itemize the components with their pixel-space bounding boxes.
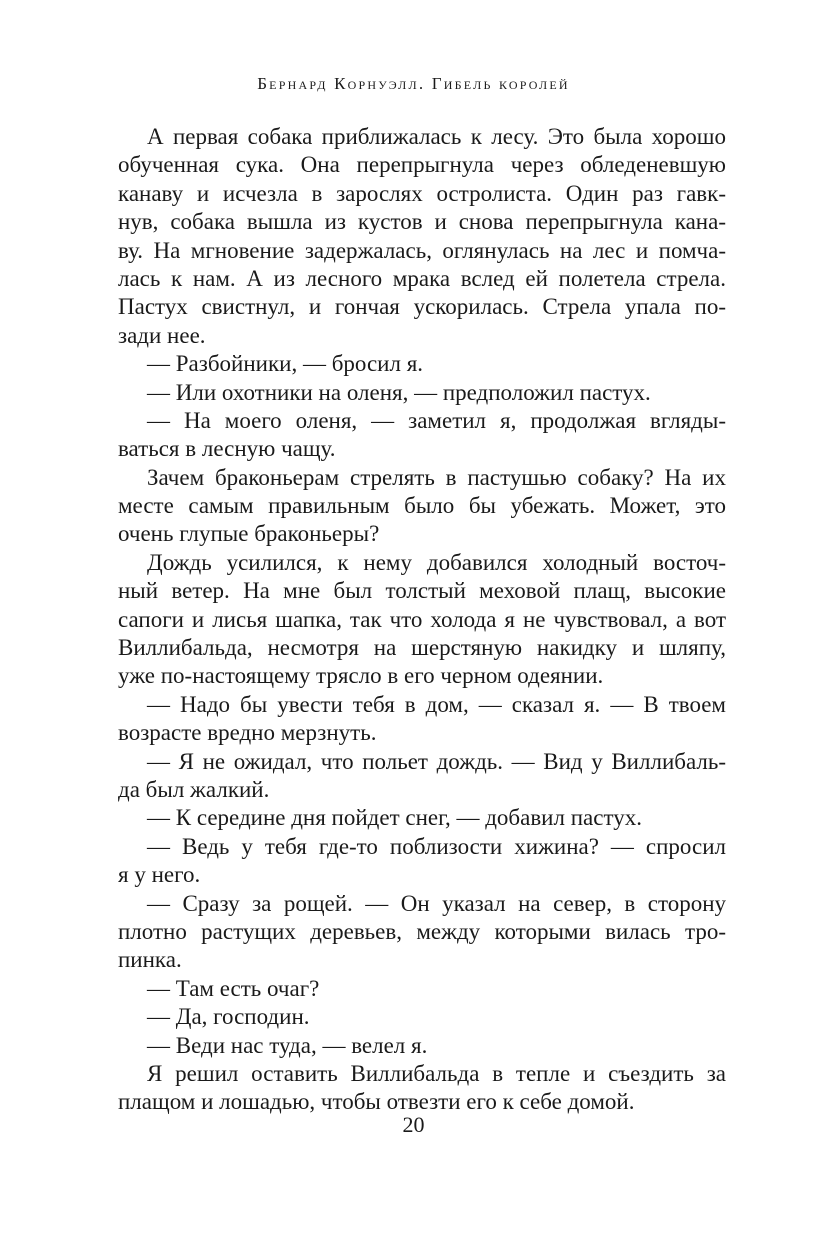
text-line: — Надо бы увести тебя в дом, — сказал я. — В твоем bbox=[147, 691, 726, 717]
text-line: возрасте вредно мерзнуть. bbox=[118, 720, 377, 746]
text-line: ву. На мгновение задержалась, оглянулась на лес и помча- bbox=[118, 237, 726, 263]
text-line: — К середине дня пойдет снег, — добавил пастух. bbox=[147, 805, 642, 831]
text-line: да был жалкий. bbox=[118, 776, 270, 802]
text-line: — Разбойники, — бросил я. bbox=[147, 351, 424, 377]
text-line: ный ветер. На мне был толстый меховой плащ, высокие bbox=[118, 578, 726, 604]
text-line: Пастух свистнул, и гончая ускорилась. Стрела упала по- bbox=[118, 294, 726, 320]
text-line: — Ведь у тебя где-то поблизости хижина? — спросил bbox=[147, 833, 726, 859]
text-line: плащом и лошадью, чтобы отвезти его к себе домой. bbox=[118, 1089, 635, 1115]
text-line: зади нее. bbox=[118, 322, 206, 348]
text-line: плотно растущих деревьев, между которыми вилась тро- bbox=[118, 918, 726, 944]
text-line: канаву и исчезла в зарослях остролиста. Один раз гавк- bbox=[118, 180, 726, 206]
text-line: Я решил оставить Виллибальда в тепле и съездить за bbox=[147, 1060, 726, 1086]
page-number: 20 bbox=[402, 1112, 425, 1137]
text-line: — Сразу за рощей. — Он указал на север, в сторону bbox=[147, 890, 726, 916]
text-line: — Да, господин. bbox=[147, 1004, 310, 1030]
text-line: пинка. bbox=[118, 947, 182, 973]
text-line: месте самым правильным было бы убежать. Может, это bbox=[118, 493, 726, 519]
text-line: нув, собака вышла из кустов и снова перепрыгнула кана- bbox=[118, 209, 726, 235]
text-line: — Я не ожидал, что польет дождь. — Вид у Виллибаль- bbox=[147, 748, 726, 774]
text-line: Зачем браконьерам стрелять в пастушью собаку? На их bbox=[147, 464, 726, 490]
text-line: обученная сука. Она перепрыгнула через обледеневшую bbox=[118, 152, 726, 178]
text-line: уже по-настоящему трясло в его черном одеянии. bbox=[118, 663, 604, 689]
text-line: Виллибальда, несмотря на шерстяную накидку и шляпу, bbox=[118, 635, 726, 661]
text-line: — Там есть очаг? bbox=[147, 975, 320, 1001]
text-line: — На моего оленя, — заметил я, продолжая вгляды- bbox=[147, 407, 726, 433]
body-text bbox=[118, 123, 726, 1117]
text-line: ваться в лесную чащу. bbox=[118, 436, 336, 462]
text-line: А первая собака приближалась к лесу. Это была хорошо bbox=[147, 124, 726, 149]
text-line: очень глупые браконьеры? bbox=[118, 521, 380, 547]
text-line: сапоги и лисья шапка, так что холода я не чувствовал, а вот bbox=[118, 606, 726, 632]
text-line: — Веди нас туда, — велел я. bbox=[147, 1032, 428, 1058]
text-line: Дождь усилился, к нему добавился холодный восточ- bbox=[147, 549, 726, 575]
text-line: лась к нам. А из лесного мрака вслед ей полетела стрела. bbox=[118, 265, 726, 291]
text-line: я у него. bbox=[118, 862, 201, 888]
running-head: Бернард Корнуэлл. Гибель королей bbox=[257, 74, 570, 93]
text-line: — Или охотники на оленя, — предположил пастух. bbox=[147, 379, 651, 405]
